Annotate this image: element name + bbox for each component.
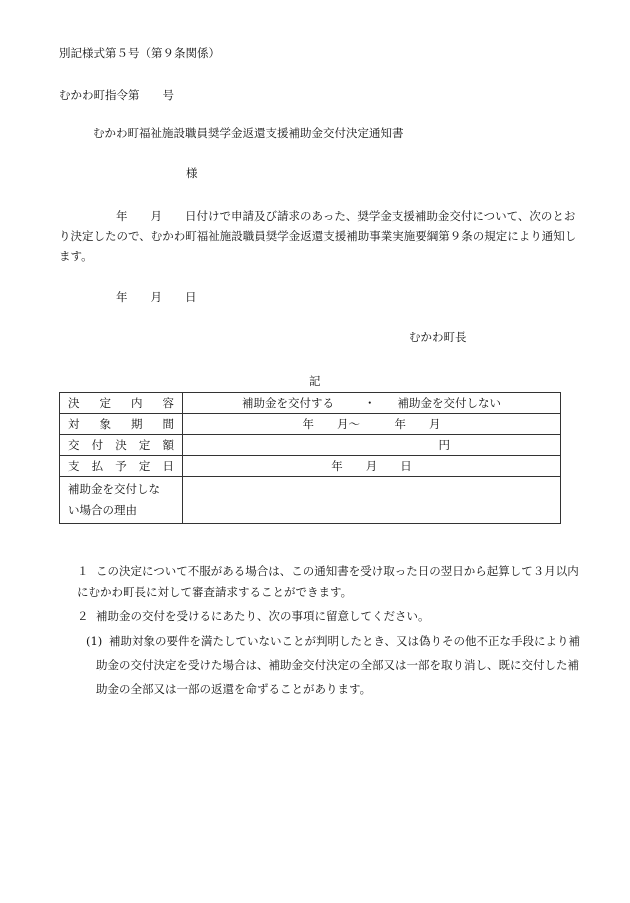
- body-line-3: ます。: [59, 249, 93, 263]
- grant-amount-label: 交付決定額: [60, 435, 183, 456]
- grant-amount-value: 円: [183, 435, 561, 456]
- table-row: [60, 414, 561, 435]
- reference-number: むかわ町指令第 号: [59, 88, 174, 102]
- body-line-2: り決定したので、むかわ町福祉施設職員奨学金返還支援補助事業実施要綱第９条の規定により通知し: [59, 229, 577, 243]
- note-2-1-line-1: 補助対象の要件を満たしていないことが判明したとき、又は偽りその他不正な手段により補: [109, 634, 581, 648]
- decision-content-label: 決定内容: [60, 393, 183, 414]
- note-1-line-1: この決定について不服がある場合は、この通知書を受け取った日の翌日から起算して３月以内: [96, 564, 579, 578]
- payment-date-label: 支払予定日: [60, 456, 183, 477]
- table-row: [60, 477, 561, 524]
- table-row: [60, 456, 561, 477]
- no-grant-option: 補助金を交付しない: [397, 396, 501, 410]
- payment-date-value: 年 月 日: [183, 456, 561, 477]
- table-row: [60, 435, 561, 456]
- note-1-line-2: にむかわ町長に対して審査請求することができます。: [77, 585, 353, 599]
- no-grant-reason-value: [183, 477, 561, 524]
- document-title: むかわ町福祉施設職員奨学金返還支援補助金交付決定通知書: [93, 126, 404, 140]
- note-2-1-number: (1): [86, 634, 103, 648]
- decision-table: [59, 392, 561, 524]
- grant-option: 補助金を交付する: [242, 396, 334, 410]
- date-line: 年 月 日: [116, 290, 197, 304]
- note-2-line-1: 補助金の交付を受けるにあたり、次の事項に留意してください。: [96, 609, 430, 623]
- issuer: むかわ町長: [409, 330, 467, 344]
- table-row: [60, 393, 561, 414]
- decision-content-value: [183, 393, 561, 414]
- option-separator: ・: [364, 396, 376, 410]
- target-period-value: 年 月〜 年 月: [183, 414, 561, 435]
- addressee-suffix: 様: [186, 166, 198, 180]
- ki-marker: 記: [309, 374, 321, 388]
- note-2-1-line-2: 助金の交付決定を受けた場合は、補助金交付決定の全部又は一部を取り消し、既に交付した補: [96, 658, 579, 672]
- note-2-1-line-3: 助金の全部又は一部の返還を命ずることがあります。: [96, 682, 372, 696]
- no-grant-reason-label: [60, 477, 183, 524]
- no-grant-reason-label-line-2: い場合の理由: [68, 503, 137, 517]
- no-grant-reason-label-line-1: 補助金を交付しな: [68, 482, 160, 496]
- form-number: 別記様式第５号（第９条関係）: [59, 46, 220, 60]
- note-1-number: １: [77, 564, 89, 578]
- note-2-number: ２: [77, 609, 89, 623]
- target-period-label: 対象期間: [60, 414, 183, 435]
- body-line-1: 年 月 日付けで申請及び請求のあった、奨学金支援補助金交付について、次のとお: [116, 209, 576, 223]
